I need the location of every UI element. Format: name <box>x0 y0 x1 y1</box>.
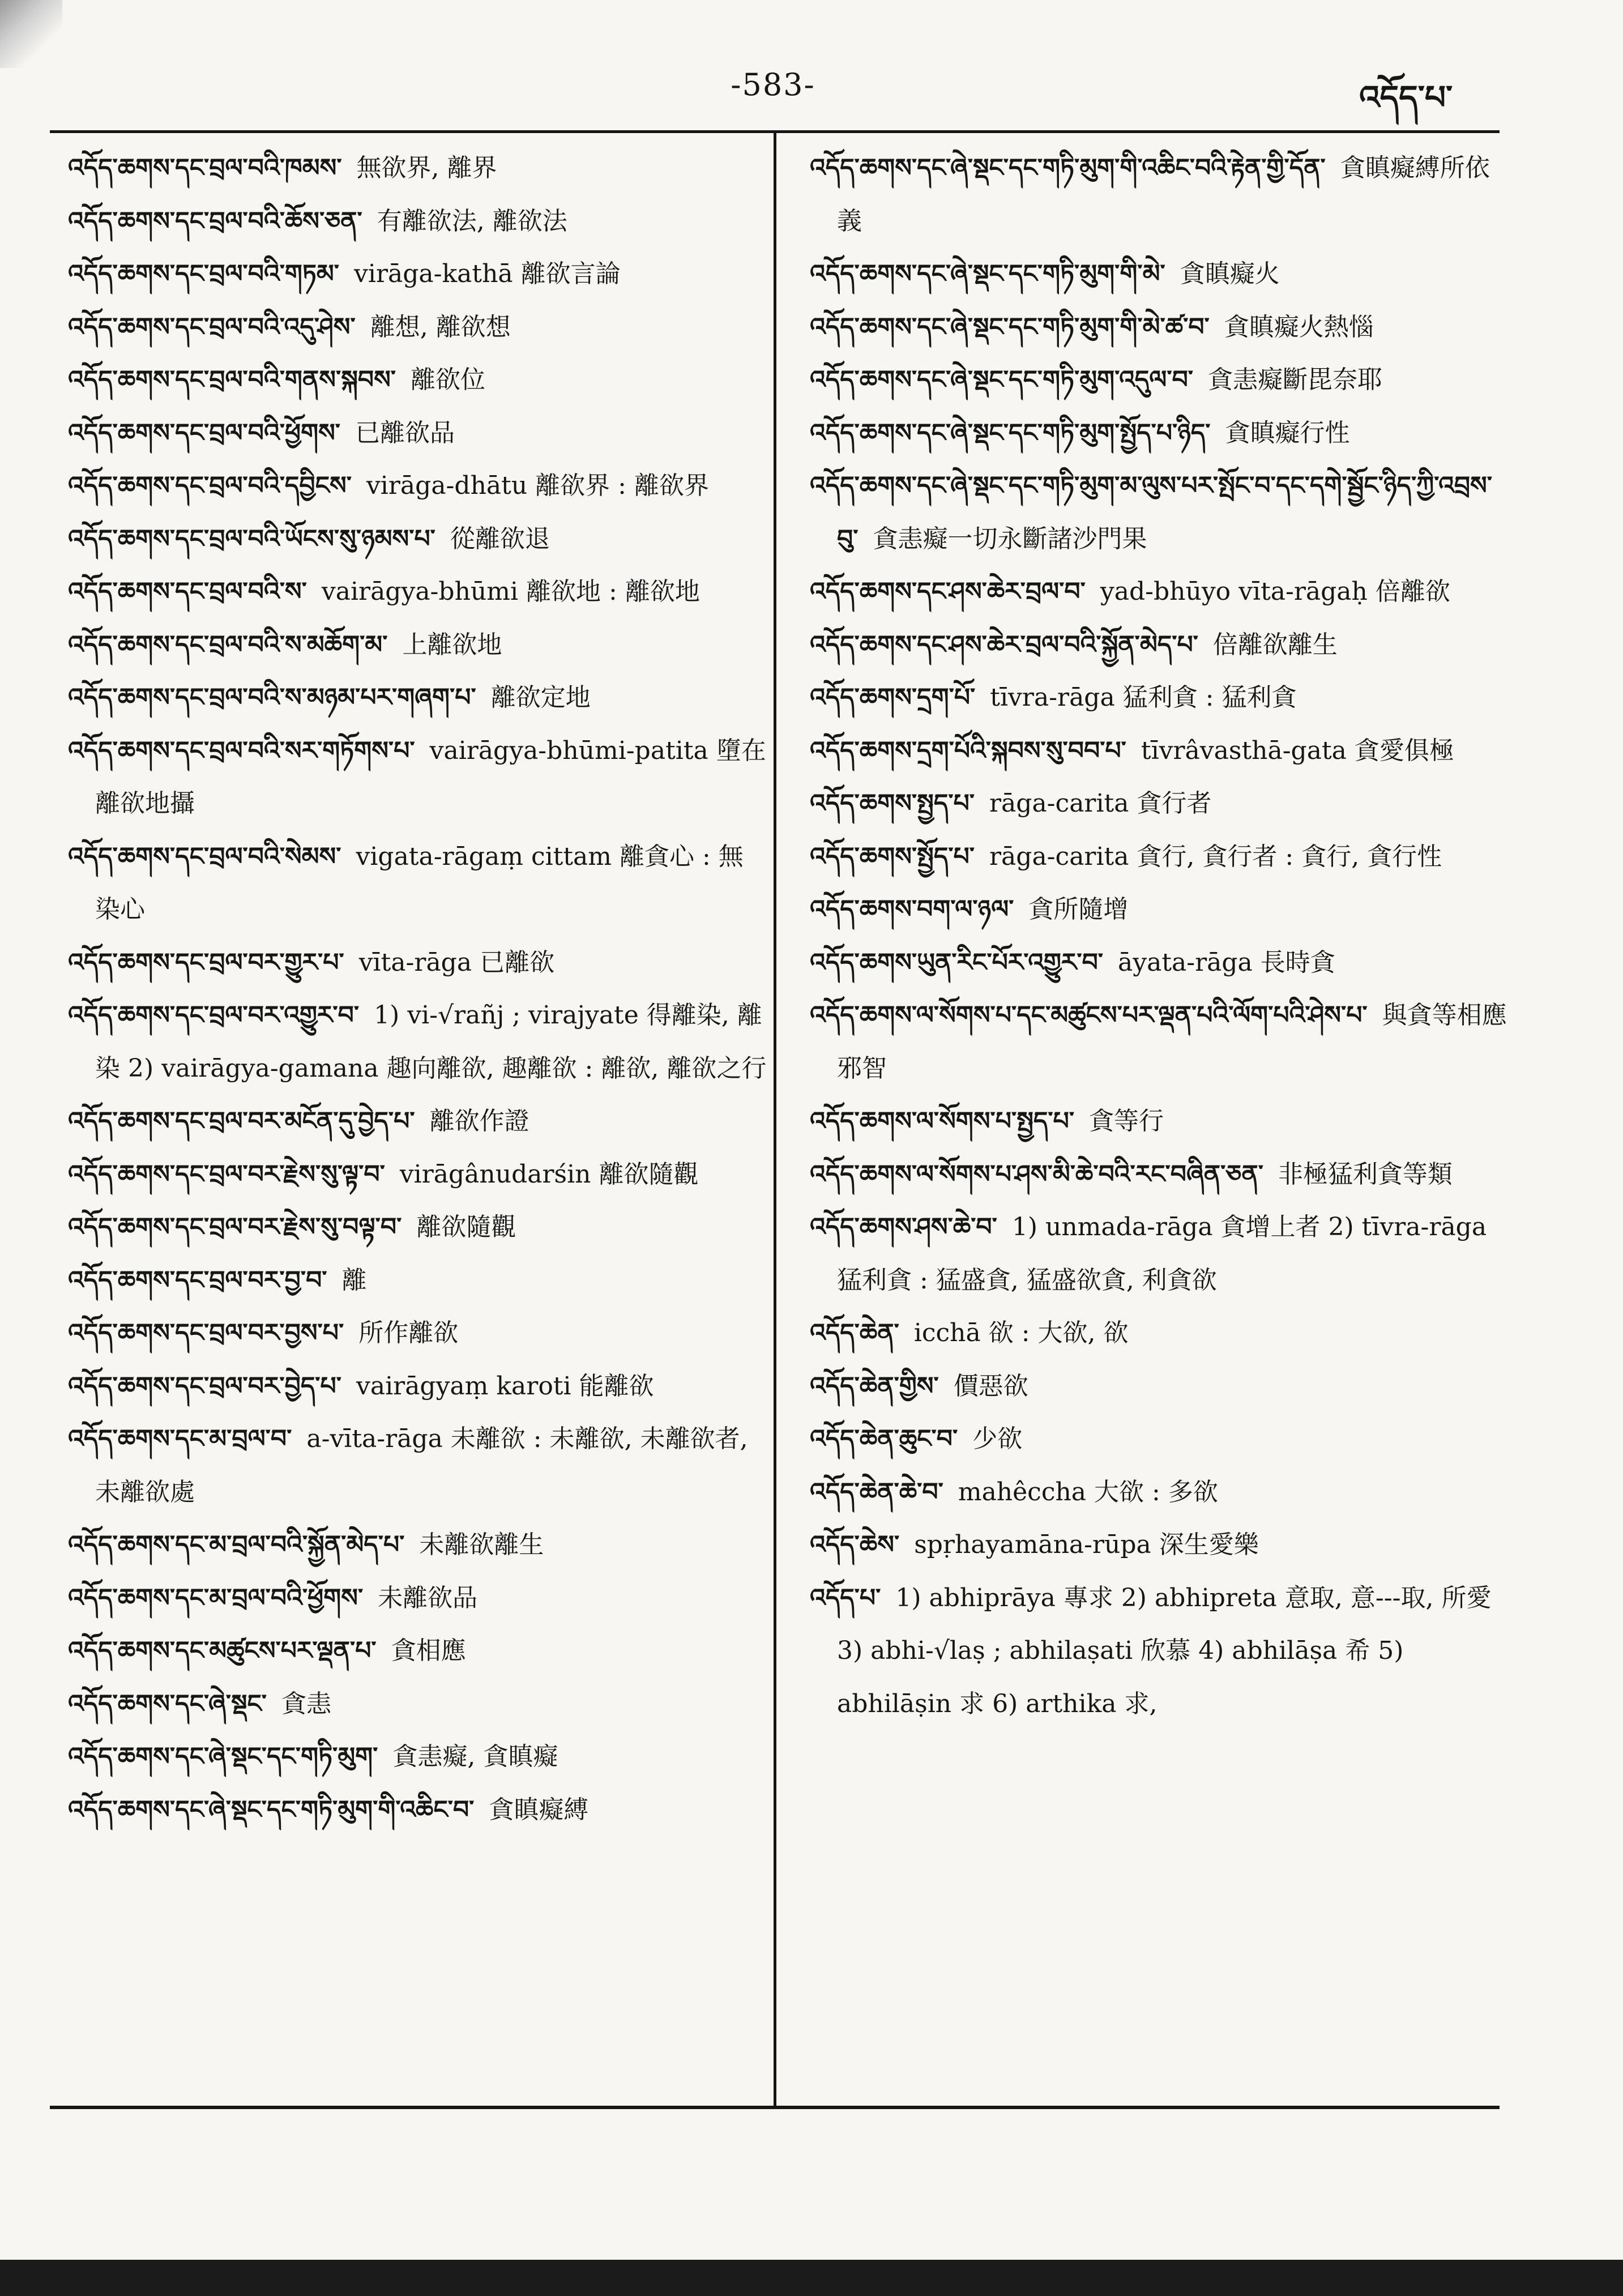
dictionary-entry <box>68 1148 767 1201</box>
dictionary-entry <box>810 1466 1509 1519</box>
entry-gloss: 1) vi-√rañj ; virajyate 得離染, 離染 2) vairāgya-gamana 趣向離欲, 趣離欲 : 離欲, 離欲之行 <box>95 1001 767 1083</box>
entry-gloss: 上離欲地 <box>402 630 502 659</box>
dictionary-entry <box>68 1307 767 1360</box>
tibetan-headword: འདོད་ཆགས་དྲག་པོའི་སྐབས་སུ་བབ་པ་ <box>810 736 1126 765</box>
entry-gloss: 從離欲退 <box>450 524 550 553</box>
entry-gloss: 離欲隨觀 <box>416 1213 516 1241</box>
dictionary-entry <box>810 247 1509 301</box>
tibetan-headword: འདོད་ཆགས་དང་ཞེ་སྡང་དང་གཏི་མུག་འདུལ་བ་ <box>810 365 1194 394</box>
tibetan-headword: འདོད་ཆགས་དང་མཚུངས་པར་ལྡན་པ་ <box>68 1636 377 1665</box>
entry-gloss: tīvra-rāga 猛利貪 : 猛利貪 <box>990 683 1297 712</box>
entry-gloss: 離欲位 <box>411 365 486 394</box>
tibetan-headword: འདོད་པ་ <box>810 1583 881 1612</box>
dictionary-entry <box>68 407 767 460</box>
entry-gloss: 貪恚癡一切永斷諸沙門果 <box>873 524 1147 553</box>
entry-gloss: rāga-carita 貪行, 貪行者 : 貪行, 貪行性 <box>989 842 1442 871</box>
tibetan-headword: འདོད་ཆགས་དང་བྲལ་བའི་ཆོས་ཅན་ <box>68 206 362 236</box>
entry-gloss: 無欲界, 離界 <box>356 153 497 182</box>
dictionary-entry <box>810 407 1509 460</box>
dictionary-entry <box>68 1360 767 1413</box>
entry-gloss: 貪等行 <box>1089 1107 1164 1136</box>
dictionary-entry <box>810 883 1509 936</box>
tibetan-headword: འདོད་ཆགས་དྲག་པོ་ <box>810 683 976 712</box>
tibetan-headword: འདོད་ཆགས་དང་བྲལ་བར་བྱ་བ་ <box>68 1265 327 1295</box>
dictionary-entry <box>68 195 767 248</box>
dictionary-entry <box>68 1095 767 1148</box>
dictionary-entry <box>68 724 767 830</box>
tibetan-headword: འདོད་ཆགས་དང་བྲལ་བའི་གནས་སྐབས་ <box>68 365 396 394</box>
tibetan-headword: འདོད་ཆགས་སྤྱད་པ་ <box>810 789 975 818</box>
entry-gloss: 貪瞋癡縛所依義 <box>837 153 1490 236</box>
dictionary-entry <box>68 353 767 407</box>
tibetan-headword: འདོད་ཆགས་སྤྱོད་པ་ <box>810 842 975 871</box>
entry-gloss: 貪瞋癡行性 <box>1225 418 1350 447</box>
tibetan-headword: འདོད་ཆགས་དང་ཤས་ཆེར་བྲལ་བའི་སྐྱོན་མེད་པ་ <box>810 630 1198 659</box>
dictionary-entry <box>68 1254 767 1307</box>
tibetan-headword: འདོད་ཆགས་དང་བྲལ་བའི་ས་ <box>68 577 307 606</box>
tibetan-headword: འདོད་ཆགས་ལ་སོགས་པ་ཤས་མི་ཆེ་བའི་རང་བཞིན་ཅན་ <box>810 1159 1263 1189</box>
entry-gloss: 1) abhiprāya 專求 2) abhipreta 意取, 意---取, 所愛 3) abhi-√laṣ ; abhilaṣati 欣慕 4) abhilāṣa 希 5) abhilāṣin 求 6) arthika 求, <box>837 1583 1492 1718</box>
dictionary-entry <box>68 830 767 936</box>
dictionary-entry <box>810 1201 1509 1307</box>
tibetan-headword: འདོད་ཆགས་དང་ཞེ་སྡང་དང་གཏི་མུག་གི་འཆིང་བའི་རྟེན་གྱི་དོན་ <box>810 153 1326 182</box>
dictionary-entry <box>68 618 767 672</box>
tibetan-headword: འདོད་ཆགས་ཡུན་རིང་པོར་འགྱུར་བ་ <box>810 948 1104 977</box>
tibetan-headword: འདོད་ཆགས་དང་བྲལ་བའི་འདུ་ཤེས་ <box>68 312 356 342</box>
page-number: -583- <box>731 67 815 103</box>
dictionary-entry <box>68 1730 767 1783</box>
left-column <box>68 142 767 1836</box>
tibetan-headword: འདོད་ཆགས་དང་བྲལ་བར་བྱེད་པ་ <box>68 1371 341 1401</box>
entry-gloss: 非極猛利貪等類 <box>1278 1159 1453 1189</box>
entry-gloss: āyata-rāga 長時貪 <box>1118 948 1335 977</box>
entry-gloss: mahêccha 大欲 : 多欲 <box>958 1477 1218 1507</box>
dictionary-entry <box>810 830 1509 884</box>
entry-gloss: vairāgya-bhūmi 離欲地 : 離欲地 <box>321 577 700 606</box>
dictionary-entry <box>68 989 767 1095</box>
entry-gloss: 貪瞋癡火熱惱 <box>1224 312 1374 342</box>
column-divider <box>774 133 776 2106</box>
entry-gloss: 價惡欲 <box>953 1371 1028 1401</box>
tibetan-headword: འདོད་ཆགས་དང་བྲལ་བའི་སེམས་ <box>68 842 341 871</box>
dictionary-entry <box>810 301 1509 354</box>
dictionary-entry <box>68 1572 767 1625</box>
tibetan-headword: འདོད་ཆགས་དང་བྲལ་བའི་དབྱིངས་ <box>68 471 352 500</box>
dictionary-entry <box>68 1201 767 1254</box>
dictionary-entry <box>68 936 767 989</box>
tibetan-headword: འདོད་ཆགས་དང་བྲལ་བའི་ཁམས་ <box>68 153 342 182</box>
dictionary-entry <box>810 777 1509 830</box>
tibetan-headword: འདོད་ཆགས་དང་ཞེ་སྡང་ <box>68 1689 267 1718</box>
entry-gloss: 離 <box>341 1265 367 1295</box>
tibetan-headword: འདོད་ཆགས་བག་ལ་ཉལ་ <box>810 895 1014 924</box>
entry-gloss: 貪恚癡斷毘奈耶 <box>1208 365 1383 394</box>
tibetan-headword: འདོད་ཆགས་དང་བྲལ་བའི་གཏམ་ <box>68 259 340 288</box>
scan-edge <box>0 2260 1623 2296</box>
dictionary-entry <box>810 618 1509 672</box>
tibetan-headword: འདོད་ཆགས་དང་མ་བྲལ་བའི་སྐྱོན་མེད་པ་ <box>68 1530 405 1559</box>
dictionary-entry <box>810 1572 1509 1731</box>
entry-gloss: 貪瞋癡縛 <box>489 1795 589 1824</box>
entry-gloss: 貪恚 <box>281 1689 331 1718</box>
dictionary-entry <box>68 142 767 195</box>
tibetan-headword: འདོད་ཆགས་དང་བྲལ་བར་འགྱུར་བ་ <box>68 1001 360 1030</box>
dictionary-entry <box>810 353 1509 407</box>
dictionary-entry <box>810 936 1509 989</box>
dictionary-entry <box>810 459 1509 565</box>
dictionary-entry <box>810 724 1509 778</box>
tibetan-headword: འདོད་ཆགས་ཤས་ཆེ་བ་ <box>810 1213 997 1241</box>
tibetan-headword: འདོད་ཆགས་དང་བྲལ་བར་མངོན་དུ་བྱེད་པ་ <box>68 1107 415 1136</box>
entry-gloss: 未離欲品 <box>378 1583 478 1612</box>
tibetan-headword: འདོད་ཆགས་དང་ཞེ་སྡང་དང་གཏི་མུག་གི་མེ་ཚ་བ་ <box>810 312 1210 342</box>
entry-gloss: 貪所隨增 <box>1028 895 1129 924</box>
dictionary-entry <box>68 671 767 724</box>
right-column <box>810 142 1509 1730</box>
entry-gloss: 與貪等相應邪智 <box>837 1001 1507 1083</box>
tibetan-headword: འདོད་ཆེན་ཆུང་བ་ <box>810 1424 958 1453</box>
entry-gloss: vīta-rāga 已離欲 <box>358 948 555 977</box>
tibetan-headword: འདོད་ཆགས་དང་ཞེ་སྡང་དང་གཏི་མུག་མ་ལུས་པར་སྤོང་བ་དང་དགེ་སྦྱོང་ཉིད་ཀྱི་འབྲས་བུ་ <box>810 471 1492 553</box>
entry-gloss: 貪恚癡, 貪瞋癡 <box>392 1742 558 1771</box>
dictionary-entry <box>68 301 767 354</box>
entry-gloss: icchā 欲 : 大欲, 欲 <box>913 1318 1129 1347</box>
entry-gloss: 離欲定地 <box>490 683 591 712</box>
dictionary-entry <box>810 1148 1509 1201</box>
dictionary-entry <box>810 1095 1509 1148</box>
tibetan-headword: འདོད་ཆགས་དང་བྲལ་བའི་ཕྱོགས་ <box>68 418 341 447</box>
entry-gloss: spṛhayamāna-rūpa 深生愛樂 <box>914 1530 1259 1559</box>
entry-gloss: yad-bhūyo vīta-rāgaḥ 倍離欲 <box>1100 577 1450 606</box>
dictionary-entry <box>68 565 767 618</box>
tibetan-headword: འདོད་ཆགས་དང་མ་བྲལ་བ་ <box>68 1424 292 1453</box>
tibetan-headword: འདོད་ཆགས་དང་ཞེ་སྡང་དང་གཏི་མུག་སྤྱོད་པ་ཉིད་ <box>810 418 1211 447</box>
entry-gloss: vairāgya-bhūmi-patita 墮在離欲地攝 <box>95 736 766 818</box>
entry-gloss: virāga-dhātu 離欲界 : 離欲界 <box>366 471 709 500</box>
tibetan-headword: འདོད་ཆགས་དང་བྲལ་བའི་སར་གཏོགས་པ་ <box>68 736 415 765</box>
scan-shadow <box>0 0 62 68</box>
tibetan-headword: འདོད་ཆགས་དང་ཞེ་སྡང་དང་གཏི་མུག་ <box>68 1742 378 1771</box>
entry-gloss: a-vīta-rāga 未離欲 : 未離欲, 未離欲者, 未離欲處 <box>95 1424 748 1507</box>
tibetan-headword: འདོད་ཆགས་དང་མ་བྲལ་བའི་ཕྱོགས་ <box>68 1583 364 1612</box>
entry-gloss: 離欲作證 <box>429 1107 529 1136</box>
tibetan-headword: འདོད་ཆགས་དང་བྲལ་བར་གྱུར་པ་ <box>68 948 344 977</box>
tibetan-headword: འདོད་ཆགས་དང་བྲལ་བར་བྱས་པ་ <box>68 1318 344 1347</box>
entry-gloss: virāga-kathā 離欲言論 <box>354 259 621 288</box>
dictionary-entry <box>810 142 1509 247</box>
entry-gloss: rāga-carita 貪行者 <box>989 789 1212 818</box>
tibetan-headword: འདོད་ཆགས་ལ་སོགས་པ་སྤྱད་པ་ <box>810 1107 1075 1136</box>
dictionary-entry <box>68 1412 767 1518</box>
entry-gloss: 倍離欲離生 <box>1212 630 1338 659</box>
dictionary-entry <box>68 513 767 566</box>
tibetan-headword: འདོད་ཆེས་ <box>810 1530 900 1559</box>
entry-gloss: tīvrâvasthā-gata 貪愛俱極 <box>1141 736 1454 765</box>
dictionary-entry <box>68 459 767 513</box>
entry-gloss: 未離欲離生 <box>419 1530 544 1559</box>
tibetan-headword: འདོད་ཆེན་གྱིས་ <box>810 1371 939 1401</box>
dictionary-entry <box>810 989 1509 1095</box>
dictionary-entry <box>810 1518 1509 1572</box>
tibetan-headword: འདོད་ཆགས་དང་བྲལ་བའི་ཡོངས་སུ་ཉམས་པ་ <box>68 524 435 553</box>
tibetan-headword: འདོད་ཆགས་དང་བྲལ་བར་རྗེས་སུ་བལྟ་བ་ <box>68 1213 402 1241</box>
tibetan-headword: འདོད་ཆགས་དང་བྲལ་བའི་ས་མཉམ་པར་གཞག་པ་ <box>68 683 476 712</box>
entry-gloss: 已離欲品 <box>355 418 455 447</box>
dictionary-entry <box>68 1678 767 1731</box>
entry-gloss: 少欲 <box>972 1424 1023 1453</box>
tibetan-headword: འདོད་ཆེན་ <box>810 1318 899 1347</box>
tibetan-headword: འདོད་ཆགས་དང་ཤས་ཆེར་བྲལ་བ་ <box>810 577 1086 606</box>
tibetan-headword: འདོད་ཆེན་ཆེ་བ་ <box>810 1477 943 1507</box>
dictionary-entry <box>68 1624 767 1678</box>
entry-gloss: vigata-rāgaṃ cittam 離貪心 : 無染心 <box>95 842 744 924</box>
entry-gloss: vairāgyaṃ karoti 能離欲 <box>356 1371 654 1401</box>
tibetan-headword: འདོད་ཆགས་དང་ཞེ་སྡང་དང་གཏི་མུག་གི་མེ་ <box>810 259 1165 288</box>
dictionary-entry <box>810 671 1509 724</box>
tibetan-headword: འདོད་ཆགས་དང་བྲལ་བར་རྗེས་སུ་ལྟ་བ་ <box>68 1159 385 1189</box>
dictionary-entry <box>68 1518 767 1572</box>
bottom-rule <box>50 2106 1500 2109</box>
entry-gloss: 貪瞋癡火 <box>1180 259 1280 288</box>
running-head: འདོད་པ་ <box>1359 78 1453 117</box>
entry-gloss: 1) unmada-rāga 貪增上者 2) tīvra-rāga 猛利貪 : 猛盛貪, 猛盛欲貪, 利貪欲 <box>837 1213 1487 1295</box>
entry-gloss: virāgânudarśin 離欲隨觀 <box>399 1159 699 1189</box>
entry-gloss: 貪相應 <box>391 1636 466 1665</box>
dictionary-entry <box>810 1360 1509 1413</box>
dictionary-entry <box>810 1307 1509 1360</box>
entry-gloss: 離想, 離欲想 <box>370 312 511 342</box>
dictionary-entry <box>810 565 1509 618</box>
entry-gloss: 所作離欲 <box>358 1318 459 1347</box>
tibetan-headword: འདོད་ཆགས་དང་ཞེ་སྡང་དང་གཏི་མུག་གི་འཆིང་བ་ <box>68 1795 475 1824</box>
dictionary-entry <box>68 247 767 301</box>
dictionary-entry <box>68 1783 767 1837</box>
tibetan-headword: འདོད་ཆགས་ལ་སོགས་པ་དང་མཚུངས་པར་ལྡན་པའི་ལོག་པའི་ཤེས་པ་ <box>810 1001 1368 1030</box>
dictionary-entry <box>810 1412 1509 1466</box>
entry-gloss: 有離欲法, 離欲法 <box>377 206 567 236</box>
tibetan-headword: འདོད་ཆགས་དང་བྲལ་བའི་ས་མཆོག་མ་ <box>68 630 388 659</box>
